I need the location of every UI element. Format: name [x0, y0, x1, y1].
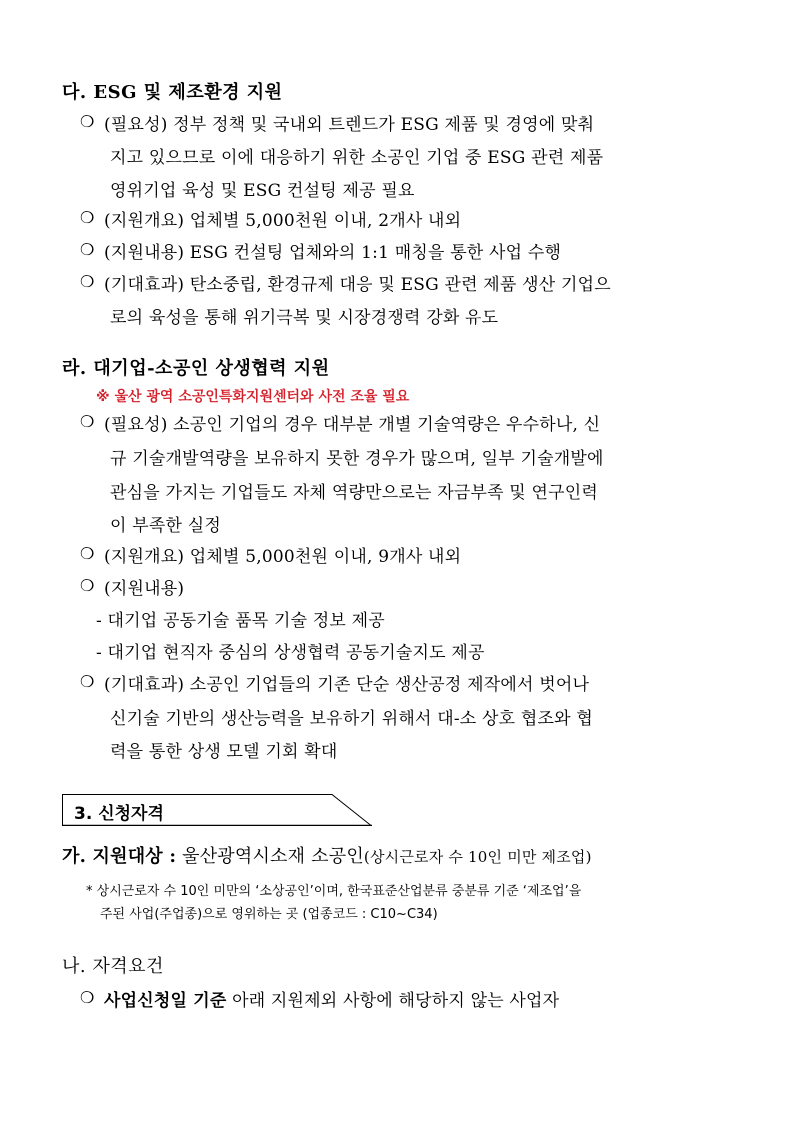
- section-header-label: 3. 신청자격: [74, 804, 164, 824]
- na-requirement: [104, 986, 559, 1011]
- ra-necessity-line-4: 이 부족한 실정: [110, 516, 221, 536]
- na-requirement-text: 아래 지원제외 사항에 해당하지 않는 사업자: [226, 991, 560, 1011]
- da-necessity-line-1: (필요성) 정부 정책 및 국내외 트렌드가 ESG 제품 및 경영에 맞춰: [104, 115, 595, 135]
- ga-paren: (상시근로자 수 10인 미만 제조업): [363, 848, 592, 866]
- ra-content-item-1: - 대기업 공동기술 품목 기술 정보 제공: [96, 611, 385, 631]
- da-necessity-line-3: 영위기업 육성 및 ESG 컨설팅 제공 필요: [110, 181, 415, 201]
- ga-title: 가. 지원대상 :: [62, 846, 177, 867]
- da-overview: (지원개요) 업체별 5,000천원 이내, 2개사 내외: [104, 211, 462, 231]
- ra-content: (지원내용): [104, 579, 185, 599]
- bullet-icon: ❍: [80, 672, 95, 691]
- da-effect-line-1: (기대효과) 탄소중립, 환경규제 대응 및 ESG 관련 제품 생산 기업으: [104, 275, 611, 295]
- da-content: (지원내용) ESG 컨설팅 업체와의 1:1 매칭을 통한 사업 수행: [104, 243, 562, 263]
- ra-effect-line-3: 력을 통한 상생 모델 기회 확대: [110, 742, 338, 762]
- section-da-title: 다. ESG 및 제조환경 지원: [62, 82, 283, 103]
- bullet-icon: ❍: [80, 576, 95, 595]
- ga-row: [62, 842, 592, 868]
- na-title: 나. 자격요건: [62, 956, 164, 977]
- ra-effect-line-1: (기대효과) 소공인 기업들의 기존 단순 생산공정 제작에서 벗어나: [104, 675, 590, 695]
- ra-effect-line-2: 신기술 기반의 생산능력을 보유하기 위해서 대-소 상호 협조와 협: [110, 709, 593, 729]
- bullet-icon: ❍: [80, 208, 95, 227]
- bullet-icon: ❍: [80, 272, 95, 291]
- da-necessity-line-2: 지고 있으므로 이에 대응하기 위한 소공인 기업 중 ESG 관련 제품: [110, 148, 604, 168]
- bullet-icon: ❍: [80, 240, 95, 259]
- ra-overview: (지원개요) 업체별 5,000천원 이내, 9개사 내외: [104, 547, 462, 567]
- note-line-2: 주된 사업(주업종)으로 영위하는 곳 (업종코드 : C10~C34): [100, 907, 438, 922]
- bullet-icon: ❍: [80, 112, 95, 131]
- ra-necessity-line-3: 관심을 가지는 기업들도 자체 역량만으로는 자금부족 및 연구인력: [110, 483, 599, 503]
- bullet-icon: ❍: [80, 412, 95, 431]
- ra-necessity-line-1: (필요성) 소공인 기업의 경우 대부분 개별 기술역량은 우수하나, 신: [104, 415, 601, 435]
- bullet-icon: ❍: [80, 544, 95, 563]
- note-line-1: * 상시근로자 수 10인 미만의 ‘소상공인’이며, 한국표준산업분류 중분류 기준 ‘제조업’을: [86, 884, 582, 899]
- section-ra-title: 라. 대기업-소공인 상생협력 지원: [62, 358, 330, 379]
- ra-content-item-2: - 대기업 현직자 중심의 상생협력 공동기술지도 제공: [96, 643, 485, 663]
- ra-notice: ※ 울산 광역 소공인특화지원센터와 사전 조율 필요: [96, 389, 410, 405]
- ra-necessity-line-2: 규 기술개발역량을 보유하지 못한 경우가 많으며, 일부 기술개발에: [110, 449, 604, 469]
- ga-value: 울산광역시소재 소공인: [182, 846, 364, 867]
- section-header-box: [62, 794, 372, 826]
- da-effect-line-2: 로의 육성을 통해 위기극복 및 시장경쟁력 강화 유도: [110, 308, 499, 328]
- bullet-icon: ❍: [80, 988, 95, 1007]
- na-requirement-bold: 사업신청일 기준: [104, 991, 227, 1011]
